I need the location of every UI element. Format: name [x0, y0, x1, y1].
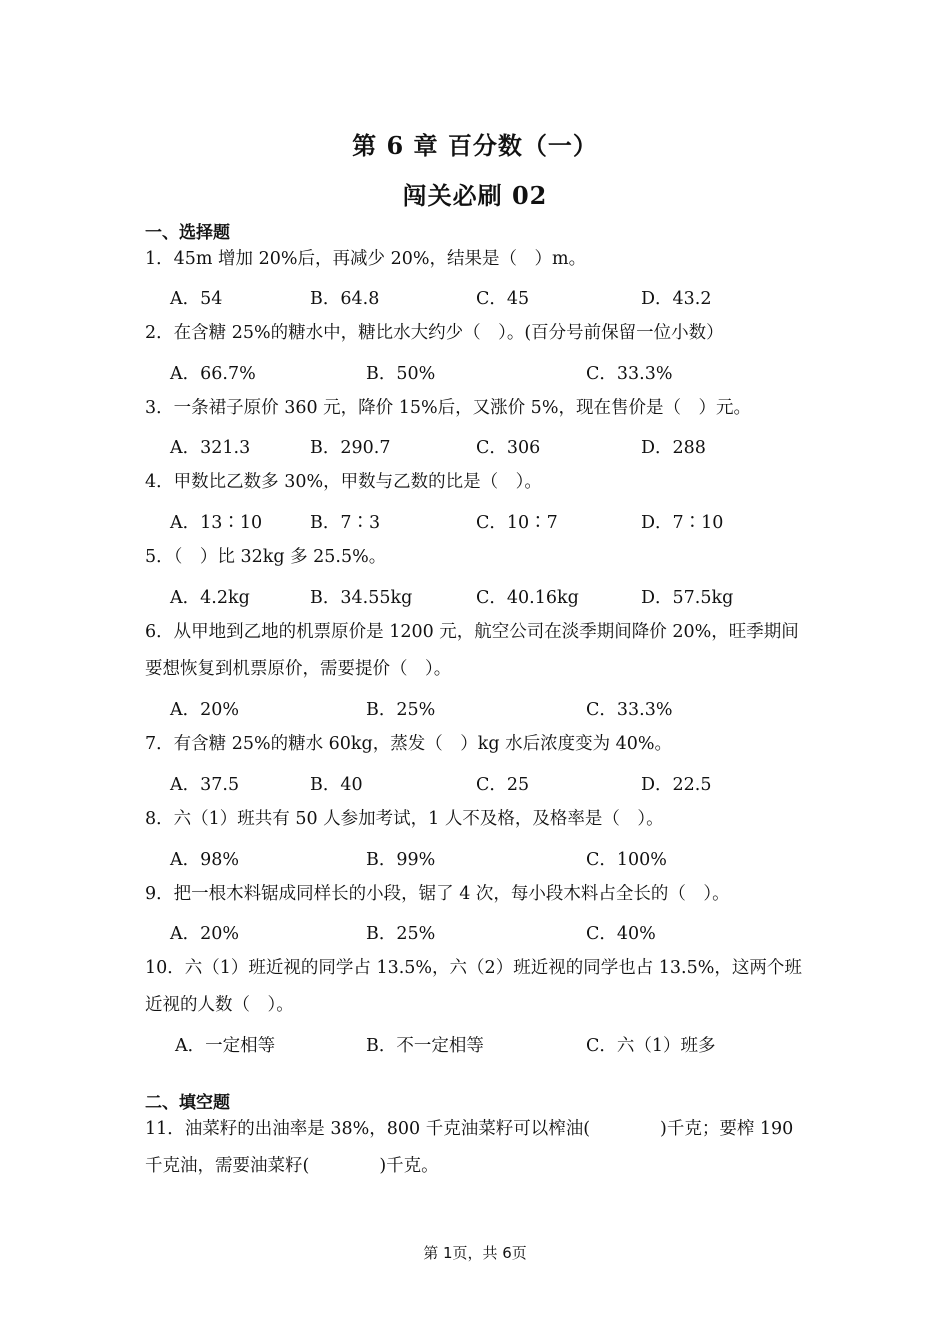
- section-heading-choice: 一、选择题: [145, 223, 230, 243]
- question-stem: 1．45m 增加 20%后，再减少 20%，结果是（ ）m。: [145, 249, 587, 269]
- option-b: B．64.8: [310, 289, 380, 309]
- option-a: A．一定相等: [175, 1036, 276, 1056]
- question-stem: 3．一条裙子原价 360 元，降价 15%后，又涨价 5%，现在售价是（ ）元。: [145, 398, 751, 418]
- option-d: D．43.2: [641, 289, 712, 309]
- option-a: A．66.7%: [170, 364, 256, 384]
- option-b: B．290.7: [310, 438, 391, 458]
- option-c: C．40%: [586, 924, 656, 944]
- option-b: B．25%: [366, 924, 436, 944]
- question-stem: 9．把一根木料锯成同样长的小段，锯了 4 次，每小段木料占全长的（ ）。: [145, 884, 730, 904]
- option-b: B．34.55kg: [310, 588, 413, 608]
- option-row: [0, 360, 950, 390]
- option-b: B．7∶3: [310, 513, 381, 533]
- option-row: [0, 696, 950, 726]
- option-row: [0, 920, 950, 950]
- section-heading-fill: 二、填空题: [145, 1093, 230, 1113]
- option-c: C．100%: [586, 850, 667, 870]
- option-d: D．288: [641, 438, 706, 458]
- option-c: C．33.3%: [586, 364, 673, 384]
- page-footer: 第 1页，共 6页: [423, 1244, 527, 1262]
- option-b: B．不一定相等: [366, 1036, 484, 1056]
- option-c: C．45: [476, 289, 530, 309]
- question-stem: 11．油菜籽的出油率是 38%，800 千克油菜籽可以榨油( )千克；要榨 190 千克油，需要油菜籽( )千克。: [145, 1119, 794, 1176]
- question-stem: 6．从甲地到乙地的机票原价是 1200 元，航空公司在淡季期间降价 20%，旺季期间要想恢复到机票原价，需要提价（ ）。: [145, 622, 799, 679]
- option-row: [0, 771, 950, 801]
- option-a: A．321.3: [170, 438, 251, 458]
- chapter-title: 第 6 章 百分数（一）: [352, 131, 598, 160]
- question-stem: 2．在含糖 25%的糖水中，糖比水大约少（ ）。(百分号前保留一位小数）: [145, 323, 724, 343]
- option-row: [0, 846, 950, 876]
- option-c: C．25: [476, 775, 530, 795]
- option-row: [0, 584, 950, 614]
- option-b: B．25%: [366, 700, 436, 720]
- option-c: C．六（1）班多: [586, 1036, 716, 1056]
- option-c: C．306: [476, 438, 541, 458]
- option-c: C．40.16kg: [476, 588, 579, 608]
- option-a: A．37.5: [170, 775, 240, 795]
- option-row: [0, 1032, 950, 1062]
- option-a: A．20%: [170, 700, 240, 720]
- option-a: A．98%: [170, 850, 240, 870]
- page-subtitle: 闯关必刷 02: [402, 181, 548, 210]
- option-c: C．33.3%: [586, 700, 673, 720]
- option-a: A．54: [170, 289, 223, 309]
- option-a: A．13∶10: [170, 513, 263, 533]
- option-d: D．7∶10: [641, 513, 724, 533]
- option-d: D．22.5: [641, 775, 712, 795]
- option-b: B．40: [310, 775, 363, 795]
- option-row: [0, 434, 950, 464]
- question-stem: 5．（ ）比 32kg 多 25.5%。: [145, 547, 387, 567]
- question-stem: 4．甲数比乙数多 30%，甲数与乙数的比是（ ）。: [145, 472, 542, 492]
- option-b: B．50%: [366, 364, 436, 384]
- option-c: C．10∶7: [476, 513, 558, 533]
- option-b: B．99%: [366, 850, 436, 870]
- option-row: [0, 509, 950, 539]
- option-row: [0, 285, 950, 315]
- option-a: A．20%: [170, 924, 240, 944]
- question-stem: 8．六（1）班共有 50 人参加考试，1 人不及格，及格率是（ ）。: [145, 809, 664, 829]
- option-a: A．4.2kg: [170, 588, 250, 608]
- option-d: D．57.5kg: [641, 588, 734, 608]
- question-stem: 10．六（1）班近视的同学占 13.5%，六（2）班近视的同学也占 13.5%，这两个班近视的人数（ ）。: [145, 958, 802, 1015]
- question-stem: 7．有含糖 25%的糖水 60kg，蒸发（ ）kg 水后浓度变为 40%。: [145, 734, 673, 754]
